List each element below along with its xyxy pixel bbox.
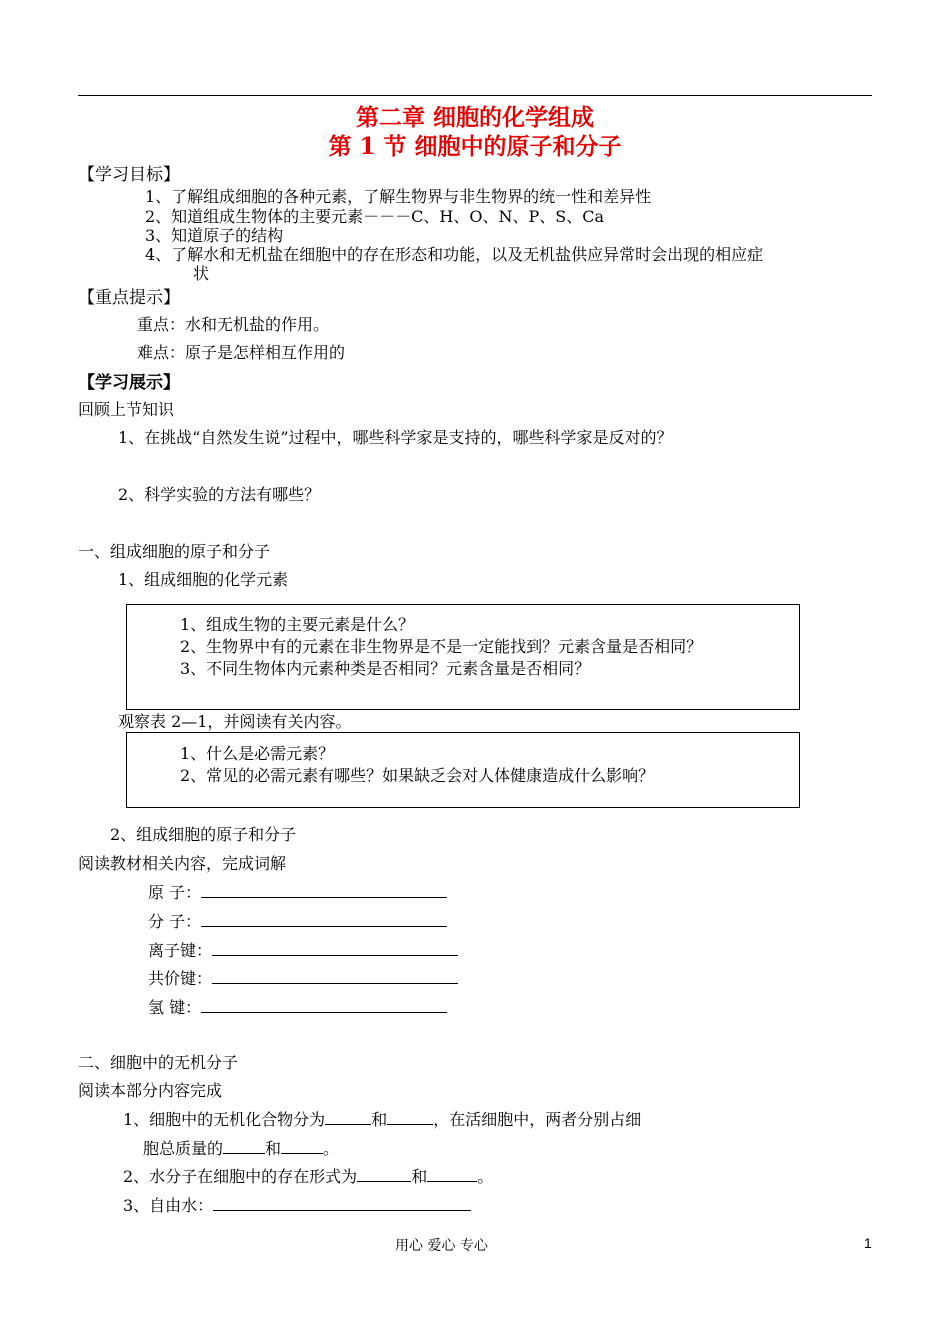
blank-line[interactable] xyxy=(387,1110,433,1125)
review-text: 回顾上节知识 xyxy=(78,400,175,419)
part2-read: 阅读本部分内容完成 xyxy=(78,1081,223,1100)
question-text: 胞总质量的 xyxy=(143,1139,224,1158)
question-text: 2、水分子在细胞中的存在形式为 xyxy=(123,1167,358,1186)
part2-question-1-continued xyxy=(143,1136,339,1159)
objectives-heading: 【学习目标】 xyxy=(78,165,180,185)
part1-sub1: 1、组成细胞的化学元素 xyxy=(118,570,289,589)
question-text: 和 xyxy=(265,1139,282,1158)
question-text: ，在活细胞中，两者分别占细 xyxy=(433,1110,642,1129)
blank-line[interactable] xyxy=(223,1139,265,1154)
part2-heading: 二、细胞中的无机分子 xyxy=(78,1053,239,1072)
answer-line[interactable] xyxy=(201,883,447,898)
question-text: 1、细胞中的无机化合物分为 xyxy=(123,1110,326,1129)
question-text: 和 xyxy=(411,1167,428,1186)
question-text: 和 xyxy=(371,1110,388,1129)
review-question-2: 2、科学实验的方法有哪些？ xyxy=(118,485,321,504)
question-text: 。 xyxy=(477,1167,494,1186)
answer-line[interactable] xyxy=(201,912,447,927)
footer-motto: 用心 爱心 专心 xyxy=(395,1238,488,1254)
objective-item: 3、知道原子的结构 xyxy=(145,226,284,245)
difficulty-text: 难点：原子是怎样相互作用的 xyxy=(137,343,346,362)
term-label: 氢 键： xyxy=(148,998,202,1017)
term-hydrogen-bond xyxy=(148,995,447,1018)
part1-heading: 一、组成细胞的原子和分子 xyxy=(78,542,271,561)
read-instruction: 阅读教材相关内容，完成词解 xyxy=(78,854,287,873)
question-text: 3、自由水： xyxy=(123,1196,214,1215)
box1-question: 3、不同生物体内元素种类是否相同？元素含量是否相同？ xyxy=(180,659,591,678)
term-label: 共价键： xyxy=(148,969,213,988)
part2-question-3 xyxy=(123,1193,471,1216)
question-text: 。 xyxy=(323,1139,340,1158)
box2-question: 2、常见的必需元素有哪些？如果缺乏会对人体健康造成什么影响？ xyxy=(180,766,655,785)
term-molecule xyxy=(148,909,447,932)
focus-text: 重点：水和无机盐的作用。 xyxy=(137,315,330,334)
box2-question: 1、什么是必需元素？ xyxy=(180,744,335,763)
section-title: 第 1 节 细胞中的原子和分子 xyxy=(328,133,622,160)
term-covalent-bond xyxy=(148,966,458,989)
term-label: 分 子： xyxy=(148,912,202,931)
objective-item: 4、了解水和无机盐在细胞中的存在形态和功能，以及无机盐供应异常时会出现的相应症 xyxy=(145,245,764,264)
term-atom xyxy=(148,880,447,903)
key-points-heading: 【重点提示】 xyxy=(78,288,180,308)
term-label: 离子键： xyxy=(148,941,213,960)
chapter-title: 第二章 细胞的化学组成 xyxy=(355,104,594,131)
part1-sub2: 2、组成细胞的原子和分子 xyxy=(110,825,297,844)
objective-item-continued: 状 xyxy=(193,264,210,283)
page-number: 1 xyxy=(864,1235,872,1251)
answer-line[interactable] xyxy=(212,941,458,956)
answer-line[interactable] xyxy=(201,998,447,1013)
display-heading: 【学习展示】 xyxy=(78,373,180,393)
header-rule xyxy=(78,95,872,96)
objective-item: 1、了解组成细胞的各种元素，了解生物界与非生物界的统一性和差异性 xyxy=(145,187,652,206)
blank-line[interactable] xyxy=(357,1167,411,1182)
blank-line[interactable] xyxy=(427,1167,477,1182)
answer-line[interactable] xyxy=(213,1196,471,1211)
part2-question-2 xyxy=(123,1164,493,1187)
answer-line[interactable] xyxy=(212,969,458,984)
blank-line[interactable] xyxy=(281,1139,323,1154)
term-ionic-bond xyxy=(148,938,458,961)
part2-question-1 xyxy=(123,1107,641,1130)
objective-item: 2、知道组成生物体的主要元素－－－C、H、O、N、P、S、Ca xyxy=(145,207,605,226)
term-label: 原 子： xyxy=(148,883,202,902)
review-question-1: 1、在挑战“自然发生说”过程中，哪些科学家是支持的，哪些科学家是反对的？ xyxy=(118,428,673,447)
box1-question: 1、组成生物的主要元素是什么？ xyxy=(180,615,415,634)
box1-question: 2、生物界中有的元素在非生物界是不是一定能找到？元素含量是否相同？ xyxy=(180,637,703,656)
blank-line[interactable] xyxy=(325,1110,371,1125)
observe-text: 观察表 2—1，并阅读有关内容。 xyxy=(118,712,352,731)
